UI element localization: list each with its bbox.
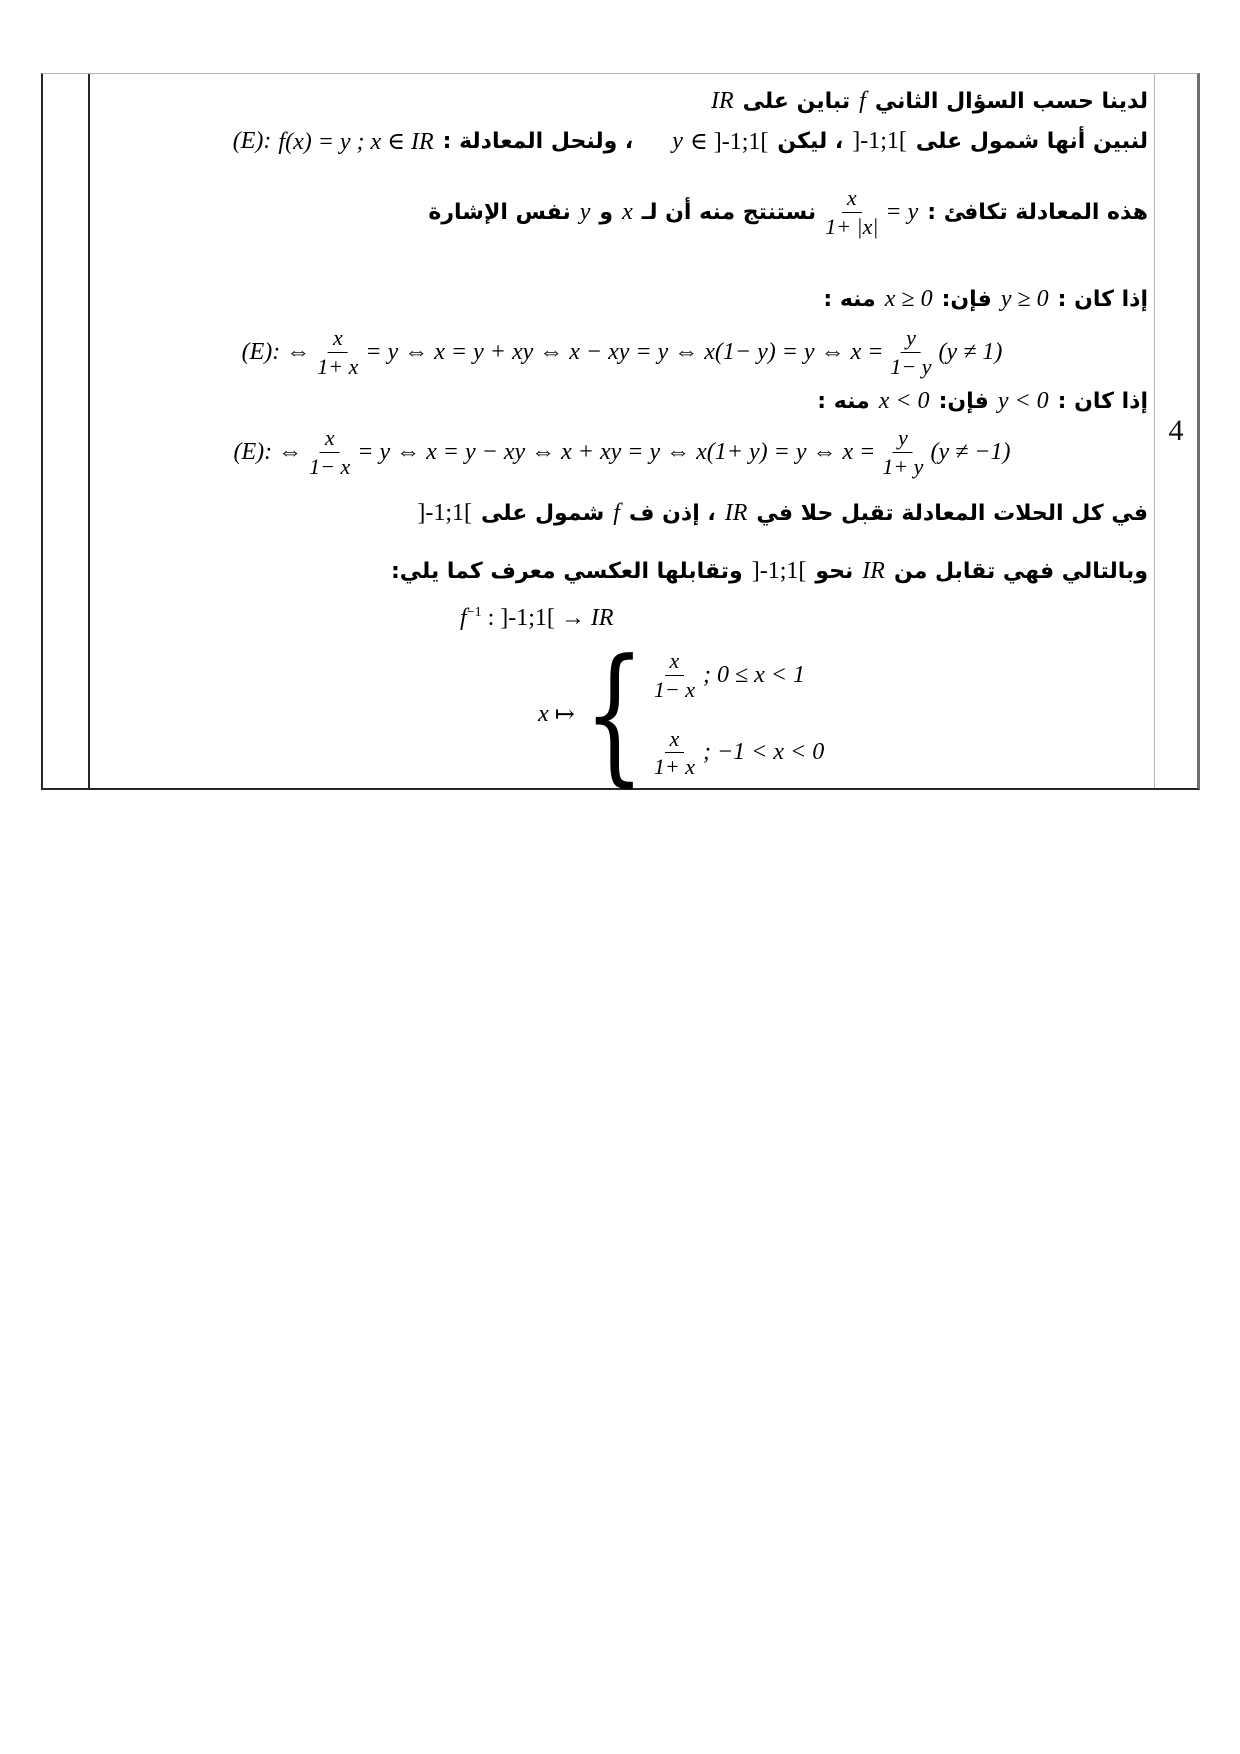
- math-prefix: (E): ⇔: [241, 338, 311, 365]
- math-restriction: (y ≠ 1): [938, 338, 1003, 365]
- arabic-text: فإن:: [938, 388, 989, 414]
- fraction-denominator: 1+ |x|: [825, 213, 879, 239]
- fraction-denominator: 1+ x: [653, 754, 695, 780]
- fraction: [654, 726, 695, 780]
- fraction-numerator: x: [842, 185, 862, 212]
- arabic-text: فإن:: [941, 286, 992, 312]
- fraction-denominator: 1− x: [309, 453, 351, 479]
- math-ir: IR: [724, 499, 748, 526]
- arabic-text: هذه المعادلة تكافئ :: [927, 199, 1148, 225]
- piecewise-brace: {: [583, 627, 645, 801]
- math-condition: ; 0 ≤ x < 1: [702, 661, 805, 688]
- arabic-text: ، ليكن: [777, 128, 844, 154]
- math-prefix: (E): ⇔: [233, 438, 303, 465]
- answer-table: [41, 73, 1200, 801]
- line-conclusion-bijection: [391, 554, 1148, 588]
- math-f: f: [460, 604, 467, 631]
- math-fraction-equals-y: [825, 185, 918, 239]
- math-condition: x ≥ 0: [884, 285, 933, 312]
- math-y: y: [579, 198, 591, 225]
- fraction: [825, 185, 878, 239]
- arabic-text: في كل الحلات المعادلة تقبل حلا في: [756, 500, 1148, 526]
- math-condition: ; −1 < x < 0: [702, 739, 825, 766]
- math-interval: ]-1;1[: [417, 499, 473, 526]
- piecewise-row-negative: [654, 726, 824, 780]
- math-x: x: [622, 198, 633, 225]
- fraction: [654, 648, 695, 702]
- arabic-text: إذا كان :: [1057, 388, 1148, 414]
- math-domain-arrow: : ]-1;1[ →: [487, 604, 585, 631]
- math-condition: x < 0: [878, 387, 930, 414]
- equation-chain-negative-case: [234, 412, 1011, 492]
- math-eq-body: f(x) = y ; x ∈ IR: [278, 128, 434, 155]
- fraction-numerator: x: [665, 648, 685, 675]
- fraction-numerator: x: [665, 726, 685, 753]
- math-condition: y ≥ 0: [1000, 285, 1049, 312]
- math-x: x: [538, 700, 549, 727]
- fraction-numerator: x: [320, 425, 340, 452]
- math-f: f: [613, 499, 620, 526]
- math-chain: = y ⇔ x = y + xy ⇔ x − xy = y ⇔ x(1− y) = y ⇔ x =: [365, 338, 884, 365]
- arabic-text: إذا كان :: [1057, 286, 1148, 312]
- arabic-text: لدينا حسب السؤال الثاني: [874, 88, 1148, 114]
- fraction-numerator: y: [893, 425, 913, 452]
- math-y-in-interval: [672, 127, 768, 156]
- arabic-text: تباين على: [742, 88, 851, 114]
- line-case-positive: [823, 282, 1148, 316]
- arabic-text: وتقابلها العكسي معرف كما يلي:: [390, 558, 743, 584]
- math-restriction: (y ≠ −1): [930, 438, 1011, 465]
- line-conclusion-surjective: [417, 496, 1148, 530]
- maps-to-symbol: ↦: [554, 701, 575, 728]
- math-interval: ]-1;1[: [852, 127, 907, 154]
- math-interval: ]-1;1[: [751, 557, 807, 584]
- arabic-text: نستنتج منه أن لـ: [641, 199, 817, 225]
- math-y: y: [672, 127, 683, 154]
- question-number-cell: [1154, 74, 1197, 788]
- fraction-denominator: 1− x: [653, 676, 695, 702]
- arabic-text: منه :: [823, 286, 876, 312]
- fraction-numerator: x: [328, 325, 348, 352]
- math-ir: IR: [590, 604, 614, 631]
- fraction: [317, 325, 358, 379]
- arabic-text: شمول على: [481, 500, 605, 526]
- solution-cell: [90, 74, 1154, 801]
- line-injective-statement: [711, 84, 1148, 118]
- fraction: [309, 425, 350, 479]
- math-f: f: [859, 87, 866, 114]
- piecewise-row-positive: [654, 648, 824, 702]
- math-exponent: −1: [466, 604, 482, 620]
- line-equivalence-sign: [428, 174, 1148, 250]
- fraction-numerator: y: [901, 325, 921, 352]
- fraction-denominator: 1+ y: [882, 453, 924, 479]
- math-eq-label: (E):: [232, 127, 272, 154]
- arabic-text: ، إذن ف: [628, 500, 716, 526]
- math-equation-E: [233, 127, 434, 156]
- arabic-text: نحو: [815, 558, 854, 584]
- line-surjective-setup: [233, 124, 1148, 158]
- math-ir: IR: [711, 87, 734, 114]
- piecewise-rows: [654, 648, 824, 779]
- arabic-text: منه :: [817, 388, 870, 414]
- math-ir: IR: [862, 557, 885, 584]
- math-membership: ∈ ]-1;1[: [689, 128, 769, 155]
- arabic-text: وبالتالي فهي تقابل من: [893, 558, 1148, 584]
- fraction-denominator: 1− y: [890, 353, 932, 379]
- inverse-function-piecewise: [538, 627, 825, 801]
- empty-margin-cell: [43, 74, 90, 788]
- fraction-denominator: 1+ x: [317, 353, 359, 379]
- question-number: 4: [1168, 414, 1184, 447]
- arabic-text: لنبين أنها شمول على: [915, 128, 1148, 154]
- arabic-text: نفس الإشارة: [428, 199, 571, 225]
- fraction: [890, 325, 931, 379]
- equation-chain-positive-case: [242, 312, 1003, 392]
- math-condition: y < 0: [997, 387, 1049, 414]
- math-f-inverse: [460, 605, 482, 632]
- arabic-text: و: [599, 199, 614, 225]
- math-chain: = y ⇔ x = y − xy ⇔ x + xy = y ⇔ x(1+ y) = y ⇔ x =: [357, 438, 876, 465]
- math-equals-y: = y: [885, 198, 919, 225]
- arabic-text: ، ولنحل المعادلة :: [442, 128, 634, 154]
- fraction: [882, 425, 923, 479]
